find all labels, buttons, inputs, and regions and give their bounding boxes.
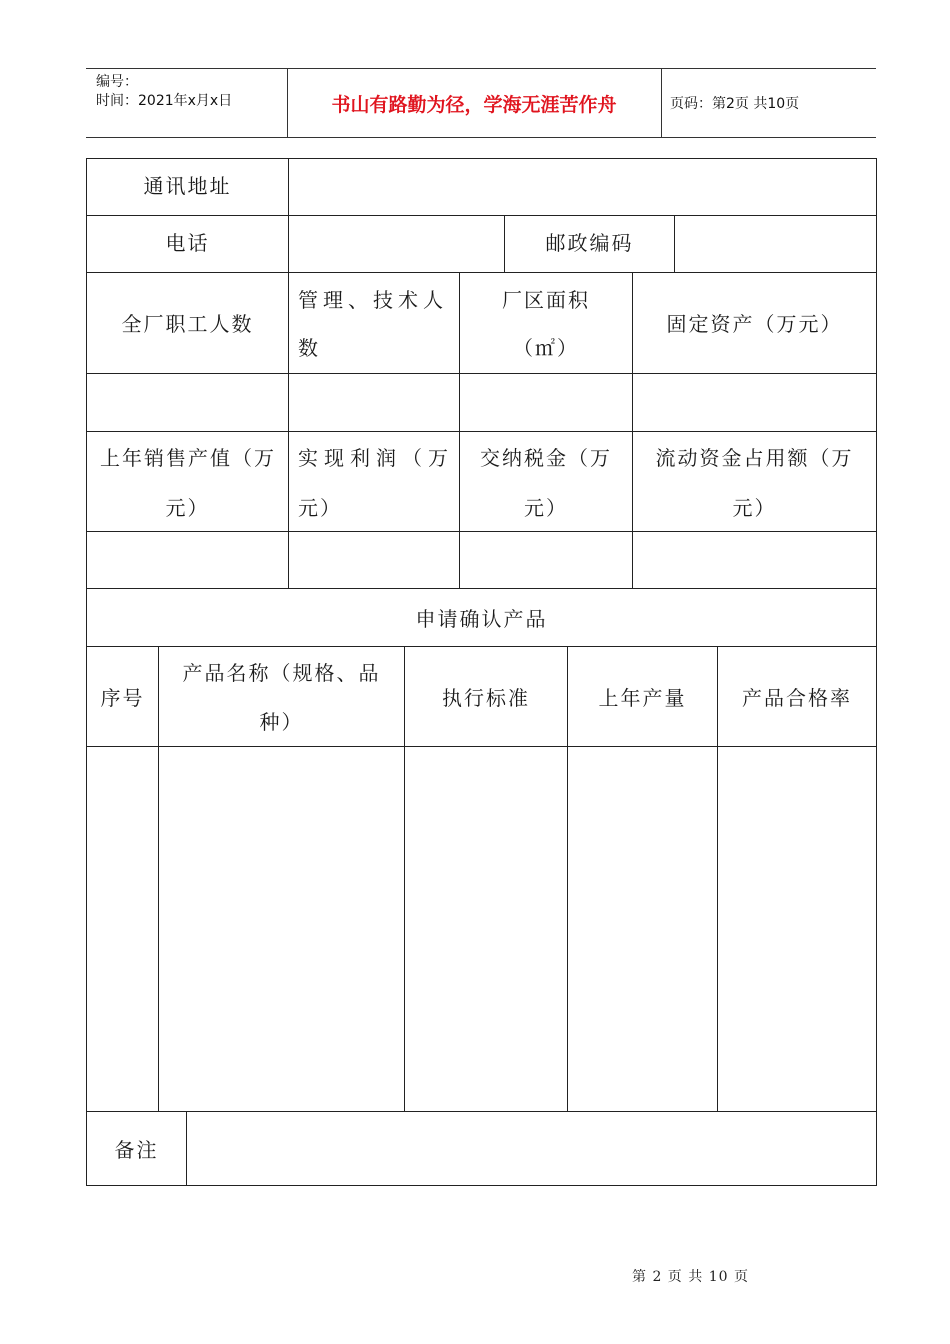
working-capital-label-line2: 元） [732,496,777,520]
mgmt-tech-label-line1: 管理、技术人 [298,288,448,312]
address-input-cell[interactable] [288,158,877,216]
page-header [86,68,876,138]
working-capital-label-line1: 流动资金占用额（万 [655,446,854,470]
header-meta [96,73,232,111]
fixed-assets-input-cell[interactable] [632,373,877,432]
header-motto: 书山有路勤为径，学海无涯苦作舟 [331,93,617,116]
output-input-cell[interactable] [567,746,718,1112]
header-divider [661,69,662,137]
area-input-cell[interactable] [459,373,633,432]
col-pass-rate-label: 产品合格率 [742,686,852,710]
phone-label: 电话 [165,231,210,255]
profit-input-cell[interactable] [288,531,460,589]
tax-label-line1: 交纳税金（万 [480,446,612,470]
address-label: 通讯地址 [143,174,232,198]
document-number-label: 编号： [96,74,138,90]
staff-total-label: 全厂职工人数 [121,312,254,336]
staff-total-input-cell[interactable] [86,373,289,432]
sales-label-line1: 上年销售产值（万 [100,446,276,470]
col-name-label-line2: 种） [259,710,304,734]
document-time-label: 时间：2021年x月x日 [96,93,233,109]
seq-input-cell[interactable] [86,746,159,1112]
sales-label-line2: 元） [165,496,210,520]
col-standard-label: 执行标准 [442,686,530,710]
product-name-input-cell[interactable] [158,746,405,1112]
pass-rate-input-cell[interactable] [717,746,877,1112]
fixed-assets-label: 固定资产（万元） [666,312,843,336]
tax-input-cell[interactable] [459,531,633,589]
page-footer: 第 2 页 共 10 页 [632,1269,749,1285]
mgmt-tech-input-cell[interactable] [288,373,460,432]
remarks-input-cell[interactable] [186,1111,877,1186]
standard-input-cell[interactable] [404,746,568,1112]
header-page-info: 页码：第2页 共10页 [670,96,800,112]
profit-label-line2: 元） [298,496,342,520]
mgmt-tech-label-line2: 数 [298,336,320,360]
tax-label-line2: 元） [524,496,568,520]
profit-label-line1: 实现利润（万 [298,446,454,470]
col-name-label-line1: 产品名称（规格、品 [182,661,381,685]
col-seq-label: 序号 [100,686,145,710]
working-capital-input-cell[interactable] [632,531,877,589]
sales-input-cell[interactable] [86,531,289,589]
postcode-label: 邮政编码 [545,231,634,255]
area-label-line1: 厂区面积 [502,288,590,312]
remarks-label: 备注 [114,1138,159,1162]
postcode-input-cell[interactable] [674,215,877,273]
phone-input-cell[interactable] [288,215,505,273]
products-section-title: 申请确认产品 [415,607,548,631]
area-label-line2: （㎡） [513,336,579,360]
col-output-label: 上年产量 [598,686,687,710]
